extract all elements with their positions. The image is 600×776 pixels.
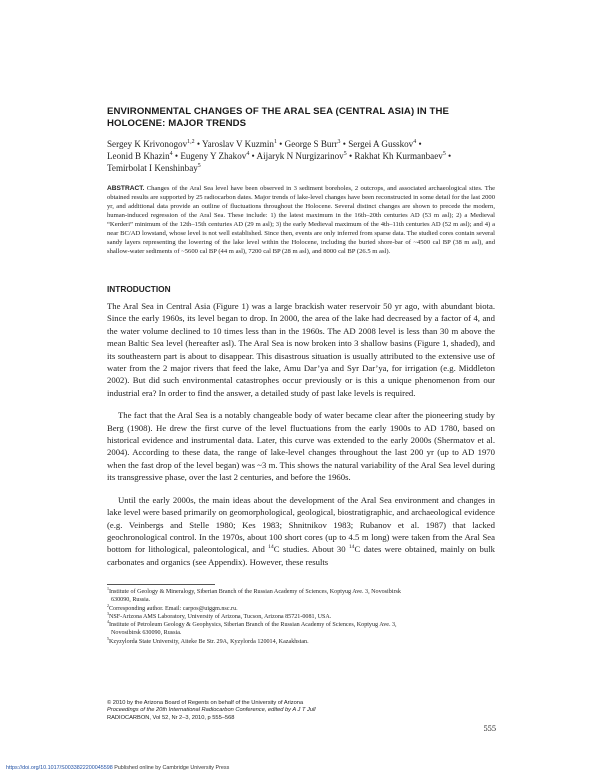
author-list bbox=[107, 138, 495, 175]
author-line-1 bbox=[107, 138, 495, 150]
author-separator: • bbox=[340, 139, 349, 149]
author-separator: • bbox=[416, 139, 422, 149]
abstract-label: ABSTRACT. bbox=[107, 185, 145, 192]
affiliation-marker: 4 bbox=[413, 138, 417, 145]
author-separator: • bbox=[445, 151, 452, 162]
section-heading-introduction: INTRODUCTION bbox=[107, 284, 171, 294]
copyright-block bbox=[107, 700, 495, 722]
footnote-5 bbox=[107, 635, 495, 646]
footnote-marker: 5 bbox=[107, 635, 109, 641]
affiliation-marker: 1 bbox=[273, 138, 277, 145]
affiliation-marker: 4 bbox=[246, 151, 250, 158]
footnote-text: Institute of Geology & Mineralogy, Siberian Branch of the Russian Academy of Sciences, Koptyug Ave. 3, Novosibirsk bbox=[108, 589, 401, 595]
body-text bbox=[107, 300, 495, 578]
footnote-2 bbox=[107, 602, 495, 613]
body-paragraph-3-part-b: C studies. About 30 bbox=[273, 544, 349, 555]
body-paragraph-3-part-a: Until the early 2000s, the main ideas about the development of the Aral Sea environment and changes in lake level were based primarily on geomorphological, geological, biostratigraphic, and archaeological evidence (e.g. Veinbergs and Stelle 1980; Kes 1983; Shnitnikov 1983; Rubanov et al. 1987) that lacked geochronological control. In the 1970s, about 100 short cores (up to 4.5 m long) were taken from the Aral Sea bottom for lithological, paleontological, and bbox=[107, 494, 495, 555]
author-separator: • bbox=[172, 151, 181, 162]
footnote-1-cont: 630090, Russia. bbox=[111, 597, 151, 604]
author-line-2 bbox=[107, 150, 495, 162]
author-name: Aijaryk N Nurgizarinov bbox=[256, 151, 344, 162]
footnote-rule bbox=[107, 584, 215, 585]
journal-citation-line: RADIOCARBON, Vol 52, Nr 2–3, 2010, p 555–568 bbox=[107, 714, 235, 721]
copyright-line: © 2010 by the Arizona Board of Regents on behalf of the University of Arizona bbox=[107, 700, 304, 706]
author-name: Yaroslav V Kuzmin bbox=[201, 139, 274, 149]
body-paragraph-2: The fact that the Aral Sea is a notably changeable body of water became clear after the pioneering study by Berg (1908). He drew the first curve of the level fluctuations from the early 1900s to AD 1780, based on historical evidence and instrumental data. Later, this curve was extended to the early 2000s (Shermatov et al. 2004). According to these data, the range of lake-level changes throughout the last 200 yr (up to AD 1970 when the fast drop of the level began) was ~3 m. This shows the natural variability of the Aral Sea level during its transgressive phase, over the last 2 centuries, and before the 1960s. bbox=[107, 410, 495, 483]
author-separator: • bbox=[346, 151, 355, 162]
abstract-text: Changes of the Aral Sea level have been observed in 3 sediment boreholes, 2 outcrops, and associated archaeological sites. The obtained results are supported by 25 radiocarbon dates. Major trends of lake-level changes have been reconstructed in some detail for the last 2000 yr, and additional data provide an outline of fluctuations throughout the Holocene. Several distinct changes are shown to precede the modern, human-induced regression of the Aral Sea. These include: 1) the latest maximum in the 16th–20th centuries AD (53 m asl); 2) a Medieval “Kerderi” minimum of the 12th–15th centuries AD (29 m asl); 3) the early Medieval maximum of the 4th–11th centuries AD (52 m asl); and 4) a near BC/AD lowstand, whose level is not well established. Since then, events are only inferred from sparse data. The studied cores contain several sandy layers representing the lowering of the lake level within the Holocene, including the buried shore-bar of ~4500 cal BP (38 m asl), and shallow-water sediments of ~5600 cal BP (44 m asl), 7200 cal BP (28 m asl), and 8000 cal BP (26.5 m asl). bbox=[107, 185, 495, 256]
body-paragraph-3 bbox=[107, 494, 495, 568]
footnote-1 bbox=[107, 585, 495, 596]
affiliation-marker: 5 bbox=[442, 151, 446, 158]
doi-published-text: Published online by Cambridge University Press bbox=[112, 765, 230, 771]
author-name: Temirbolat I Kenshinbay bbox=[107, 163, 198, 174]
doi-footer bbox=[6, 765, 229, 771]
isotope-superscript: 14 bbox=[348, 544, 355, 551]
footnote-marker: 3 bbox=[107, 610, 109, 616]
body-paragraph-1: The Aral Sea in Central Asia (Figure 1) was a large brackish water reservoir 50 yr ago, with abundant biota. Since the early 1960s, its level began to drop. In 2000, the area of the lake had decreased by a factor of 4, and the water volume declined to 10 times less than in the 1960s. The AD 2008 level is less than 30 m above the mean Baltic Sea level (hereafter asl). The Aral Sea is now broken into 3 shallow basins (Figure 1, shaded), and its southeastern part is about to disappear. This disastrous situation is usually attributed to the extensive use of water from the 2 major rivers that feed the lake, Amu Dar’ya and Syr Dar’ya, for irrigation (e.g. Middleton 2002). But did such environmental catastrophes occur previously or is this a unique phenomenon from our industrial era? In order to find the answer, a detailed study of past lake levels is required. bbox=[107, 301, 495, 398]
affiliation-marker: 5 bbox=[197, 163, 201, 170]
footnote-marker: 1 bbox=[107, 585, 109, 591]
footnote-marker: 2 bbox=[107, 602, 109, 608]
author-line-3 bbox=[107, 162, 495, 174]
footnotes bbox=[107, 585, 495, 646]
abstract bbox=[107, 184, 495, 256]
body-paragraph-3-part-c: C dates were obtained, mainly on bulk carbonates and organics (see Appendix). However, these results bbox=[107, 544, 495, 567]
footnote-text: NSF-Arizona AMS Laboratory, University of Arizona, Tucson, Arizona 85721-0081, USA. bbox=[108, 613, 332, 620]
proceedings-line bbox=[107, 707, 495, 714]
author-name: Sergei A Gusskov bbox=[348, 139, 414, 149]
author-separator: • bbox=[276, 139, 285, 149]
author-name: Sergey K Krivonogov bbox=[107, 139, 188, 149]
author-name: Leonid B Khazin bbox=[107, 151, 170, 162]
paper-title bbox=[107, 106, 495, 130]
affiliation-marker: 3 bbox=[337, 138, 341, 145]
author-separator: • bbox=[194, 139, 202, 149]
footnote-marker: 4 bbox=[107, 619, 109, 625]
footnote-3 bbox=[107, 610, 495, 621]
affiliation-marker: 4 bbox=[169, 151, 173, 158]
footnote-text: Institute of Petroleum Geology & Geophysics, Siberian Branch of the Russian Academy of Sciences, Koptyug Ave. 3, bbox=[108, 622, 397, 629]
footnote-4 bbox=[107, 621, 495, 629]
paper-title-line-1: ENVIRONMENTAL CHANGES OF THE ARAL SEA (CENTRAL ASIA) IN THE bbox=[107, 106, 450, 117]
doi-link[interactable]: https://doi.org/10.1017/S0033822200045598 bbox=[6, 765, 113, 771]
author-name: George S Burr bbox=[284, 139, 338, 149]
footnote-text: Kzyzylorda State University, Aiteke Be Str. 29A, Kyzylorda 120014, Kazakhstan. bbox=[108, 638, 309, 645]
footnote-text: Corresponding author. Email: carpos@uiggm.nsc.ru. bbox=[108, 605, 238, 612]
footnote-4-cont: Novosibirsk 630090, Russia. bbox=[111, 630, 182, 637]
author-separator: • bbox=[249, 151, 257, 162]
affiliation-marker: 1,2 bbox=[187, 138, 195, 145]
proceedings-text: Proceedings of the 20th International Radiocarbon Conference, edited by A J T Jull bbox=[107, 707, 316, 714]
isotope-superscript: 14 bbox=[268, 544, 274, 551]
author-name: Eugeny Y Zhakov bbox=[180, 151, 247, 162]
paper-title-line-2: HOLOCENE: MAJOR TRENDS bbox=[107, 118, 247, 129]
page-number: 555 bbox=[483, 724, 496, 733]
affiliation-marker: 5 bbox=[343, 151, 347, 158]
author-name: Rakhat Kh Kurmanbaev bbox=[354, 151, 443, 162]
